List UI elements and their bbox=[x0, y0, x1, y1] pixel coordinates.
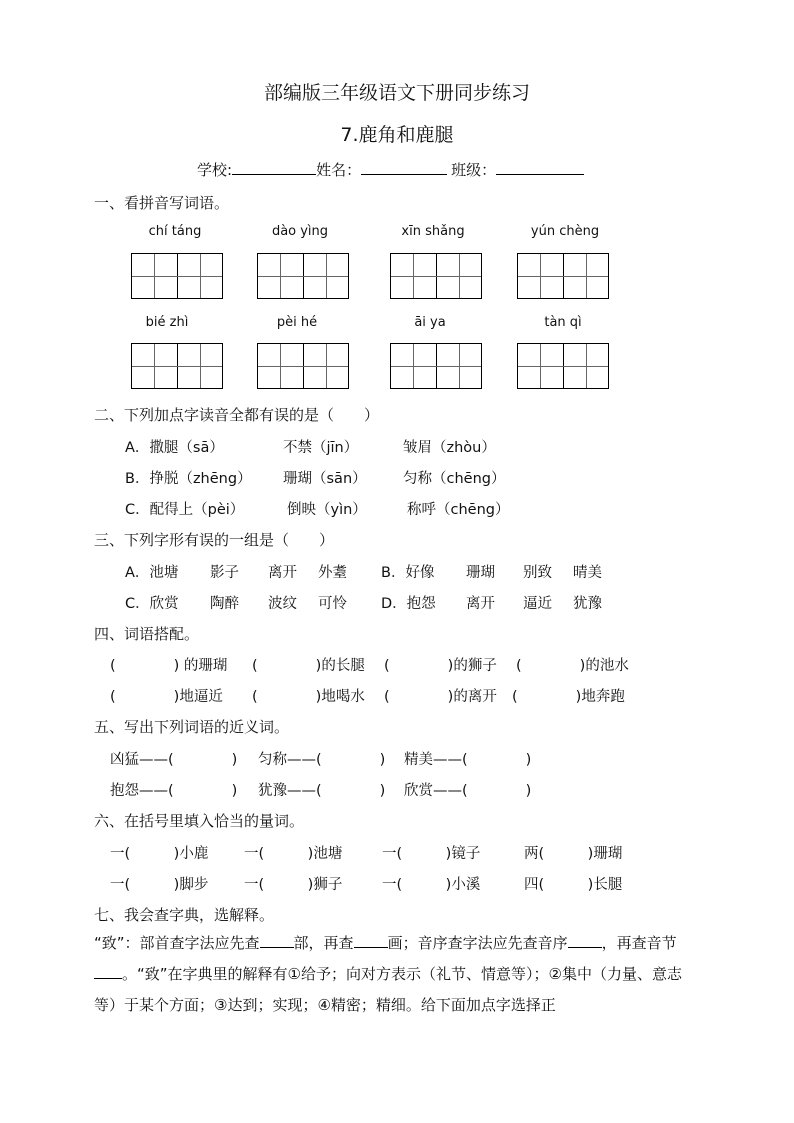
section-2-heading: 二、下列加点字读音全都有误的是（ ） bbox=[94, 406, 380, 424]
word-item: 波纹 bbox=[268, 596, 297, 612]
word-item: 陶醉 bbox=[210, 596, 239, 612]
class-label: 班级： bbox=[451, 161, 497, 179]
measure-word-item[interactable]: 一( )池塘 bbox=[244, 846, 343, 862]
pinyin-label: yún chèng bbox=[530, 224, 600, 239]
writing-grid[interactable] bbox=[517, 343, 609, 389]
pinyin-label: xīn shǎng bbox=[401, 224, 465, 239]
section-4-heading: 四、词语搭配。 bbox=[94, 625, 200, 643]
match-item[interactable]: ( )的长腿 bbox=[252, 658, 365, 674]
option-item: 珊瑚（sān） bbox=[283, 471, 367, 487]
word-item: 逼近 bbox=[523, 596, 552, 612]
synonym-item[interactable]: 匀称——( ) bbox=[258, 752, 386, 768]
school-label: 学校: bbox=[197, 161, 233, 179]
class-blank[interactable] bbox=[496, 160, 584, 175]
section-6-heading: 六、在括号里填入恰当的量词。 bbox=[94, 812, 305, 830]
option-item: A．撒腿（sā） bbox=[125, 440, 224, 456]
writing-grid[interactable] bbox=[131, 343, 223, 389]
synonym-item[interactable]: 犹豫——( ) bbox=[258, 783, 386, 799]
word-item: 可怜 bbox=[318, 596, 347, 612]
pinyin-label: pèi hé bbox=[276, 315, 318, 330]
option-item: 皱眉（zhòu） bbox=[403, 440, 496, 456]
option-item: 匀称（chēng） bbox=[403, 471, 506, 487]
measure-word-item[interactable]: 一( )狮子 bbox=[244, 877, 343, 893]
word-item: 影子 bbox=[210, 565, 239, 581]
word-item: 离开 bbox=[466, 596, 495, 612]
lesson-title: 7.鹿角和鹿腿 bbox=[340, 124, 454, 146]
writing-grid[interactable] bbox=[390, 343, 482, 389]
word-item: 别致 bbox=[523, 565, 552, 581]
section-1-heading: 一、看拼音写词语。 bbox=[94, 194, 230, 212]
word-item: 外耋 bbox=[318, 565, 347, 581]
match-item[interactable]: ( )地喝水 bbox=[252, 689, 365, 705]
option-item: 称呼（chēng） bbox=[407, 502, 510, 518]
option-item: 不禁（jīn） bbox=[283, 440, 359, 456]
pinyin-label: āi ya bbox=[414, 315, 446, 330]
match-item[interactable]: ( )地逼近 bbox=[110, 689, 223, 705]
match-item[interactable]: ( )地奔跑 bbox=[512, 689, 625, 705]
section-3-heading: 三、下列字形有误的一组是（ ） bbox=[94, 531, 335, 549]
answer-blank[interactable] bbox=[260, 933, 294, 948]
match-item[interactable]: ( )的池水 bbox=[516, 658, 629, 674]
measure-word-item[interactable]: 一( )小溪 bbox=[382, 877, 481, 893]
synonym-item[interactable]: 精美——( ) bbox=[404, 752, 532, 768]
measure-word-item[interactable]: 两( )珊瑚 bbox=[524, 846, 623, 862]
measure-word-item[interactable]: 一( )镜子 bbox=[382, 846, 481, 862]
page-title: 部编版三年级语文下册同步练习 bbox=[263, 82, 530, 104]
word-item: D．抱怨 bbox=[381, 596, 436, 612]
match-item[interactable]: ( )的狮子 bbox=[384, 658, 497, 674]
word-item: 犹豫 bbox=[573, 596, 602, 612]
synonym-item[interactable]: 抱怨——( ) bbox=[110, 783, 238, 799]
word-item: A．池塘 bbox=[125, 565, 179, 581]
student-info bbox=[197, 159, 584, 180]
pinyin-label: tàn qì bbox=[544, 315, 582, 330]
dictionary-question-text: “致”：部首查字法应先查 部，再查 画；音序查字法应先查音序 ，再查音节。“致”在字典里的解释有①给予；向对方表示（礼节、情意等）；②集中（力量、意志等）于某个方面；③达到；实现；④精密；精细。给下面加点字选择正 bbox=[94, 934, 682, 1014]
option-item: B．挣脱（zhēng） bbox=[125, 471, 252, 487]
writing-grid[interactable] bbox=[257, 253, 349, 299]
measure-word-item[interactable]: 一( )小鹿 bbox=[110, 846, 209, 862]
section-7-heading: 七、我会查字典，选解释。 bbox=[94, 906, 275, 924]
option-item: C．配得上（pèi） bbox=[125, 502, 245, 518]
word-item: 离开 bbox=[268, 565, 297, 581]
word-item: 珊瑚 bbox=[466, 565, 495, 581]
answer-blank[interactable] bbox=[94, 964, 122, 979]
name-label: 姓名： bbox=[316, 161, 362, 179]
writing-grid[interactable] bbox=[257, 343, 349, 389]
option-item: 倒映（yìn） bbox=[287, 502, 367, 518]
measure-word-item[interactable]: 一( )脚步 bbox=[110, 877, 209, 893]
writing-grid[interactable] bbox=[390, 253, 482, 299]
match-item[interactable]: ( ) 的珊瑚 bbox=[110, 658, 228, 674]
synonym-item[interactable]: 欣赏——( ) bbox=[404, 783, 532, 799]
pinyin-label: bié zhì bbox=[145, 315, 189, 330]
writing-grid[interactable] bbox=[517, 253, 609, 299]
answer-blank[interactable] bbox=[354, 933, 388, 948]
school-blank[interactable] bbox=[232, 160, 316, 175]
name-blank[interactable] bbox=[361, 160, 447, 175]
answer-blank[interactable] bbox=[568, 933, 602, 948]
writing-grid[interactable] bbox=[131, 253, 223, 299]
pinyin-label: dào yìng bbox=[271, 224, 329, 239]
word-item: C．欣赏 bbox=[125, 596, 179, 612]
word-item: B．好像 bbox=[381, 565, 435, 581]
word-item: 晴美 bbox=[573, 565, 602, 581]
measure-word-item[interactable]: 四( )长腿 bbox=[524, 877, 623, 893]
match-item[interactable]: ( )的离开 bbox=[384, 689, 497, 705]
synonym-item[interactable]: 凶猛——( ) bbox=[110, 752, 238, 768]
section-5-heading: 五、写出下列词语的近义词。 bbox=[94, 718, 290, 736]
pinyin-label: chí táng bbox=[148, 224, 202, 239]
